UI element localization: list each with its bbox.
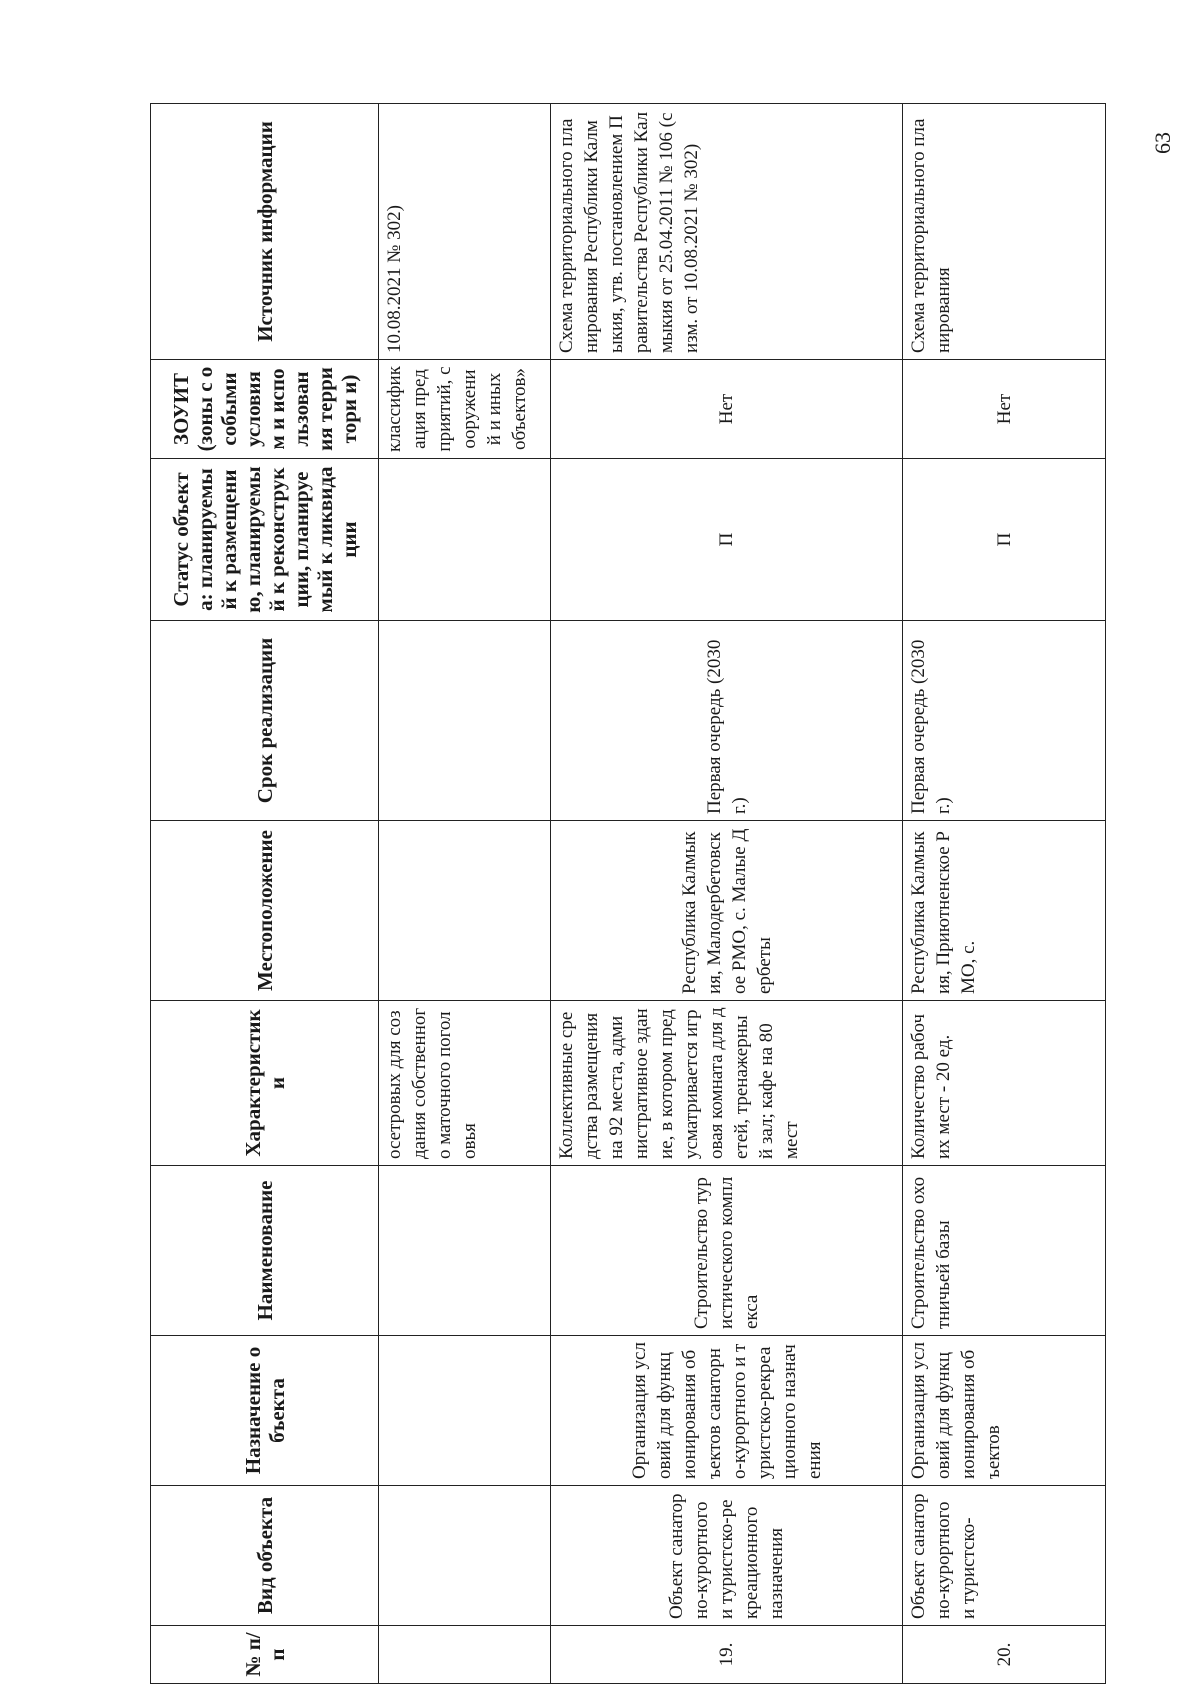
header-num: № п/п xyxy=(151,1626,379,1684)
table-row xyxy=(903,104,1106,1684)
header-name: Наименование xyxy=(151,1166,379,1336)
cell-purpose: Организация условий для функционирования объектов санаторно-курортного и туристско-рекреационного назначения xyxy=(551,1336,903,1486)
page-number: 63 xyxy=(1150,132,1175,154)
cell-kind: Объект санаторно-курортного и туристско-рекреационного назначения xyxy=(551,1486,903,1626)
cell-zouit: Нет xyxy=(551,360,903,459)
header-location: Местоположение xyxy=(151,821,379,1001)
cell-zouit: классификация предприятий, сооружений и иных объектов» xyxy=(379,360,551,459)
table-row xyxy=(551,104,903,1684)
cell-location: Республика Калмыкия, Приютненское РМО, с. xyxy=(903,821,1106,1001)
cell-term: Первая очередь (2030 г.) xyxy=(551,621,903,821)
cell-specs: осетровых для создания собственного маточного поголовья xyxy=(379,1001,551,1166)
cell-specs: Количество рабочих мест - 20 ед. xyxy=(903,1001,1106,1166)
cell-name: Строительство туристического комплекса xyxy=(551,1166,903,1336)
cell-name: Строительство охотничьей базы xyxy=(903,1166,1106,1336)
table-header-row xyxy=(151,104,379,1684)
header-zouit: ЗОУИТ (зоны с особыми условиям и использования территори и) xyxy=(151,360,379,459)
header-purpose: Назначение объекта xyxy=(151,1336,379,1486)
cell-source: Схема территориального планирования xyxy=(903,104,1106,360)
rotated-page xyxy=(150,104,1105,1684)
cell-kind: Объект санаторно-курортного и туристско- xyxy=(903,1486,1106,1626)
header-term: Срок реализации xyxy=(151,621,379,821)
header-kind: Вид объекта xyxy=(151,1486,379,1626)
cell-status: П xyxy=(551,459,903,621)
cell-purpose: Организация условий для функционирования объектов xyxy=(903,1336,1106,1486)
header-source: Источник информации xyxy=(151,104,379,360)
header-status: Статус объекта: планируемый к размещению, планируемый к реконструкции, планируемый к ликвидации xyxy=(151,459,379,621)
cell-num: 19. xyxy=(551,1626,903,1684)
cell-source: Схема территориального планирования Республики Калмыкия, утв. постановлением Правительства Республики Калмыкия от 25.04.2011 № 106 (с изм. от 10.08.2021 № 302) xyxy=(551,104,903,360)
cell-num: 20. xyxy=(903,1626,1106,1684)
cell-source: 10.08.2021 № 302) xyxy=(379,104,551,360)
cell-specs: Коллективные средства размещения на 92 места, административное здание, в котором предусматривается игровая комната для детей, тренажерный зал; кафе на 80 мест xyxy=(551,1001,903,1166)
cell-location: Республика Калмыкия, Малодербетовское РМО, с. Малые Дербеты xyxy=(551,821,903,1001)
header-specs: Характеристики xyxy=(151,1001,379,1166)
cell-zouit: Нет xyxy=(903,360,1106,459)
cell-status: П xyxy=(903,459,1106,621)
objects-table xyxy=(150,103,1106,1684)
table-row xyxy=(379,104,551,1684)
cell-term: Первая очередь (2030 г.) xyxy=(903,621,1106,821)
